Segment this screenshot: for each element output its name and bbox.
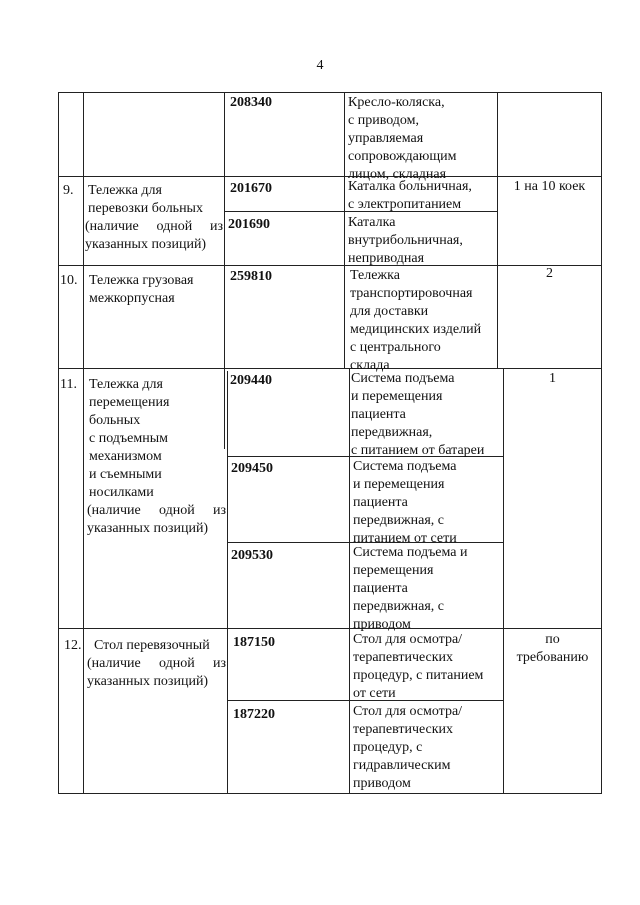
equipment-name: Тележка для — [88, 183, 162, 198]
column-divider-desc — [497, 92, 498, 368]
row-number: 9. — [63, 183, 74, 198]
row-number: 11. — [60, 377, 77, 392]
equipment-name: носилками — [89, 485, 154, 500]
column-divider-desc — [503, 368, 504, 794]
equipment-name: Тележка грузовая — [89, 273, 194, 288]
row-number: 10. — [60, 273, 78, 288]
device-code: 259810 — [230, 269, 272, 284]
device-code: 209440 — [230, 373, 272, 388]
equipment-name-note: указанных позиций) — [87, 521, 209, 536]
table-border-top — [58, 92, 602, 93]
device-description: Стол для осмотра/ терапевтических процедур, с гидравлическим приводом — [353, 704, 463, 791]
column-divider-code — [349, 368, 350, 794]
equipment-name-note: (наличие одной из — [87, 503, 226, 518]
device-description: Кресло-коляска, с приводом, управляемая сопровождающим лицом, складная — [348, 95, 457, 182]
device-code: 201670 — [230, 181, 272, 196]
row-divider — [58, 368, 602, 369]
table-border-left — [58, 92, 59, 794]
device-description: Каталка внутрибольничная, неприводная — [348, 215, 463, 266]
equipment-name: и съемными — [89, 467, 162, 482]
equipment-name-note: указанных позиций) — [85, 237, 207, 252]
equipment-name: больных — [89, 413, 141, 428]
equipment-name-note: (наличие одной из — [85, 219, 223, 234]
equipment-name-note: (наличие одной из — [87, 656, 226, 671]
device-code: 209530 — [231, 548, 273, 563]
equipment-name: с подъемным — [89, 431, 168, 446]
column-divider-code — [344, 92, 345, 368]
equipment-name: Тележка для — [89, 377, 163, 392]
row-number: 12. — [64, 638, 82, 653]
column-divider-name — [227, 371, 228, 794]
device-code: 187220 — [233, 707, 275, 722]
equipment-name: механизмом — [89, 449, 162, 464]
quantity: по требованию — [516, 632, 589, 665]
table-border-bottom — [58, 793, 602, 794]
row-divider — [58, 176, 602, 177]
device-code: 187150 — [233, 635, 275, 650]
row-divider — [58, 628, 602, 629]
quantity: 1 — [549, 371, 556, 386]
column-divider-num — [83, 92, 84, 794]
equipment-name: перевозки больных — [88, 201, 203, 216]
device-description: Система подъема и перемещения пациента передвижная, с питанием от сети — [353, 459, 457, 546]
table-border-right — [601, 92, 602, 794]
device-description: Стол для осмотра/ терапевтических процедур, с питанием от сети — [353, 632, 484, 701]
device-code: 201690 — [228, 217, 270, 232]
equipment-name: перемещения — [89, 395, 170, 410]
device-code: 209450 — [231, 461, 273, 476]
device-description: Система подъема и перемещения пациента передвижная, с приводом — [353, 545, 468, 632]
device-description: Каталка больничная, с электропитанием — [348, 179, 472, 212]
equipment-name: Стол перевязочный — [94, 638, 210, 653]
device-description: Система подъема и перемещения пациента передвижная, с питанием от батареи — [351, 371, 485, 458]
equipment-name: межкорпусная — [89, 291, 175, 306]
device-description: Тележка транспортировочная для доставки медицинских изделий с центрального склада — [350, 268, 482, 373]
quantity: 2 — [546, 266, 553, 281]
equipment-name-note: указанных позиций) — [87, 674, 209, 689]
page-number: 4 — [316, 58, 324, 73]
quantity: 1 на 10 коек — [513, 179, 586, 194]
device-code: 208340 — [230, 95, 272, 110]
